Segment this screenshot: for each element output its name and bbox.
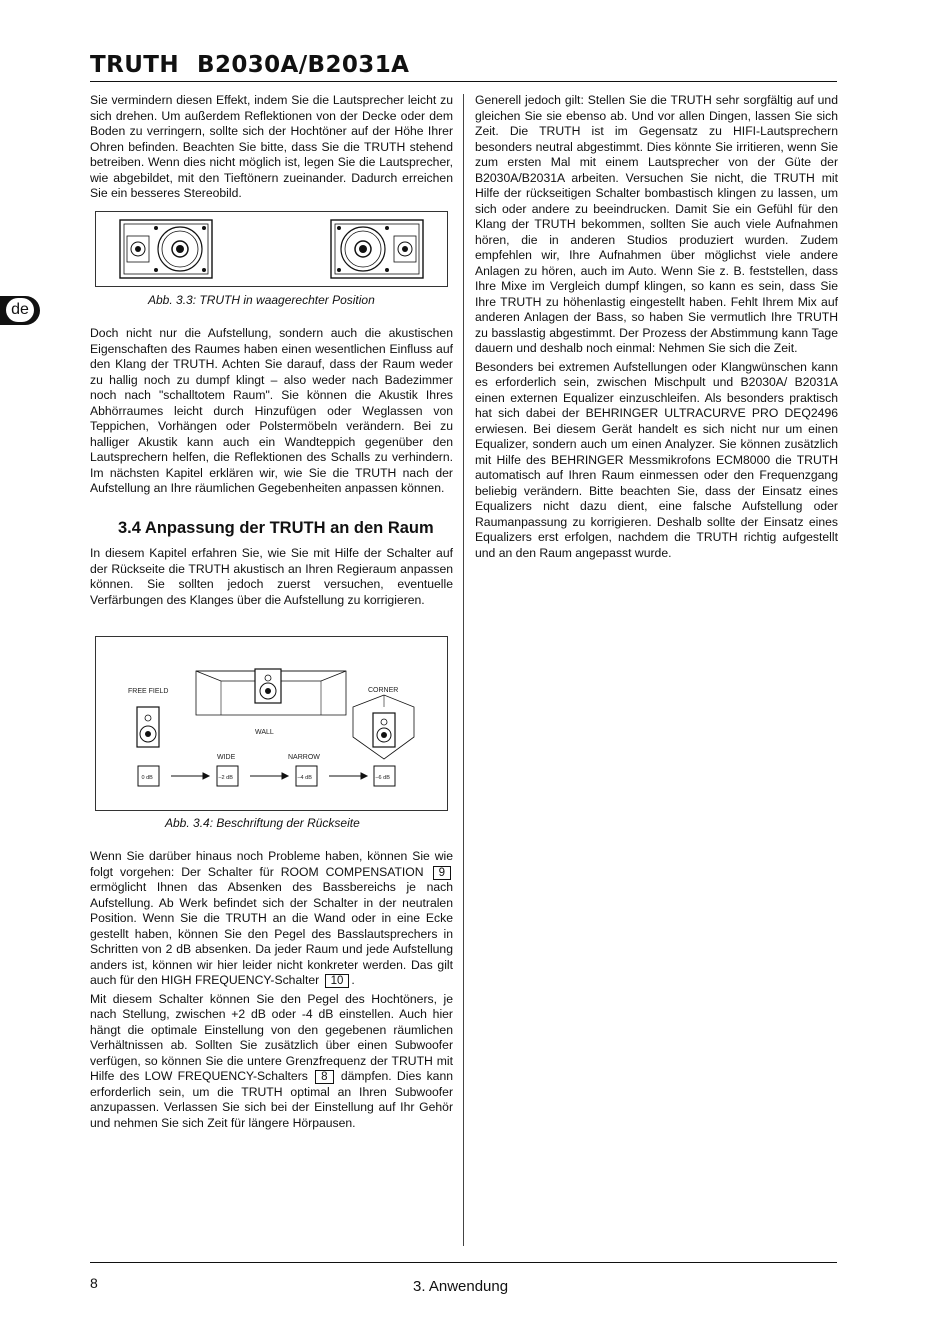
- step-box-0: [138, 766, 159, 786]
- paragraph-text-part: dämpfen. Dies kann erforderlich sein, um die TRUTH optimal an Ihren Subwoofer anzupassen. Verlassen Sie sich bei der Einstellung auf Ihr Gehör und nehmen Sie sich Zeit für längere Hörpausen.: [90, 1069, 454, 1130]
- figure-3-3: [95, 211, 448, 287]
- speaker-left-icon: [120, 220, 212, 278]
- step-label-3: –6 dB: [375, 775, 390, 781]
- ref-number-9: 9: [433, 866, 451, 880]
- step-box-3: [374, 766, 395, 786]
- figure-3-4-caption: Abb. 3.4: Beschriftung der Rückseite: [165, 816, 360, 830]
- room-compensation-diagram: [96, 637, 447, 810]
- paragraph-text: Doch nicht nur die Aufstellung, sondern auch die akustischen Eigenschaften des Raumes haben einen wesentlichen Einfluss auf den Klang der TRUTH. Achten Sie darauf, dass der Raum weder zu hallig noch zu dumpf klingt – also weder nach Badezimmer noch nach "schalltotem Raum". Sie können die Akustik Ihres Abhörraumes leicht durch Hinzufügen oder Weglassen von Teppichen, Vorhängen oder Polstermöbeln verändern. Bei zu halliger Akustik kann auch ein Wandteppich gegenüber den Lautsprechern helfen, die Reflektionen des Schalls zu verhindern. Im nächsten Kapitel erklären wir, wie Sie die TRUTH nach der Aufstellung an Ihre räumlichen Gegebenheiten anpassen können.: [90, 326, 453, 495]
- figure-3-3-caption: Abb. 3.3: TRUTH in waagerechter Position: [148, 293, 375, 307]
- free-field-speaker-icon: [137, 707, 159, 747]
- left-para-2: [90, 326, 453, 497]
- figure-3-4: [95, 636, 448, 811]
- footer-section-title: 3. Anwendung: [413, 1278, 509, 1295]
- wall-label: WALL: [255, 729, 274, 736]
- step-label-1: –2 dB: [218, 775, 233, 781]
- paragraph-text: [90, 992, 453, 1132]
- paragraph-text: Sie vermindern diesen Effekt, indem Sie die Lautsprecher leicht zu sich drehen. Um außerdem Reflektionen von der Decke oder dem Boden zu verringern, sollte sich der Hochtöner auf der Höhe Ihrer Ohren befinden. Beachten Sie bitte, dass Sie die TRUTH stehend betreiben. Wenn dies nicht möglich ist, legen Sie die Lautsprecher, wie abgebildet, mit den Tieftönern zueinander. Dadurch erreichen Sie ein besseres Stereobild.: [90, 93, 453, 200]
- language-label: de: [6, 298, 34, 322]
- step-label-2: –4 dB: [297, 775, 312, 781]
- arrow-icon: [171, 773, 367, 779]
- step-label-0: 0 dB: [141, 775, 153, 781]
- brand-name: TRUTH: [90, 52, 180, 78]
- section-heading: 3.4 Anpassung der TRUTH an den Raum: [118, 519, 434, 537]
- model-name: B2030A/B2031A: [197, 52, 410, 78]
- corner-speaker-icon: [373, 713, 395, 747]
- narrow-label: NARROW: [288, 754, 320, 761]
- paragraph-text: [90, 849, 453, 989]
- ref-number-8: 8: [315, 1070, 333, 1084]
- paragraph-text-part: Wenn Sie darüber hinaus noch Probleme haben, können Sie wie folgt vorgehen: Der Schalter für ROOM COMPENSATION: [90, 849, 453, 879]
- corner-label: CORNER: [368, 687, 399, 694]
- left-para-4: [90, 849, 453, 1131]
- wide-label: WIDE: [217, 754, 236, 761]
- left-para-1: [90, 93, 453, 202]
- left-para-3: [90, 546, 453, 608]
- speaker-right-icon: [331, 220, 423, 278]
- step-box-1: [217, 766, 238, 786]
- footer-rule: [90, 1262, 837, 1263]
- column-separator: [463, 94, 464, 1246]
- paragraph-text-part: .: [351, 973, 355, 987]
- paragraph-text: In diesem Kapitel erfahren Sie, wie Sie mit Hilfe der Schalter auf der Rückseite die TRUTH akustisch an Ihren Regieraum anpassen können. Sie sollten jedoch zuerst versuchen, eventuelle Verfärbungen des Klanges über die Aufstellung zu korrigieren.: [90, 546, 453, 607]
- paragraph-text-part: Mit diesem Schalter können Sie den Pegel des Hochtöners, je nach Stellung, zwischen +2 dB oder -4 dB einstellen. Auch hier hängt die optimale Einstellung von den gegebenen räumlichen Verhältnissen ab. Sollten Sie zusätzlich über einen Subwoofer verfügen, so können Sie die untere Grenzfrequenz der TRUTH mit Hilfe des LOW FREQUENCY-Schalters: [90, 991, 453, 1083]
- header-rule: [90, 81, 837, 82]
- page-number: 8: [90, 1275, 98, 1291]
- horizontal-speakers-illustration: [96, 212, 447, 286]
- right-column: [475, 93, 838, 561]
- paragraph-text: Besonders bei extremen Aufstellungen oder Klangwünschen kann es erforderlich sein, zwischen Mischpult und B2030A/ B2031A einen externen Equalizer einzuschleifen. Als besonders praktisch hat sich dabei der BEHRINGER ULTRACURVE PRO DEQ2496 erwiesen. Bei diesem Gerät handelt es sich nicht nur um einen Equalizer, sondern auch um einen Analyzer. Sie können zusätzlich mit Hilfe des BEHRINGER Messmikrofons ECM8000 die TRUTH automatisch auf Ihren Raum einmessen oder den Frequenzgang beliebig verändern. Bitte beachten Sie, dass der Einsatz eines Equalizers nicht dazu dient, eine falsche Aufstellung oder Raumanpassung zu korrigieren. Deshalb sollte der Einsatz eines Equalizers erst erfolgen, nachdem die TRUTH richtig aufgestellt und an den Raum angepasst wurde.: [475, 359, 838, 560]
- paragraph-text-part: ermöglicht Ihnen das Absenken des Bassbereichs je nach Aufstellung. Ab Werk befindet sich der Schalter in der neutralen Position. Wenn Sie die TRUTH an die Wand oder in eine Ecke gestellt haben, können Sie den Pegel des Basslautsprechers in Schritten von 2 dB absenken. Da jeder Raum und jede Aufstellung anders ist, können wir hier leider nicht konkreter werden. Das gilt auch für den HIGH FREQUENCY-Schalter: [90, 880, 453, 987]
- step-box-2: [296, 766, 317, 786]
- page-title: [90, 52, 409, 78]
- language-tab: [0, 296, 40, 325]
- paragraph-text: Generell jedoch gilt: Stellen Sie die TRUTH sehr sorgfältig auf und gleichen Sie sie ebenso ab. Und vor allen Dingen, lassen Sie sich Zeit. Die TRUTH ist im Gegensatz zu HIFI-Lautsprechern besonders neutral abgestimmt. Dies könnte Sie irritieren, wenn Sie zum ersten Mal mit einem Lautsprecher von der Güte der B2030A/B2031A arbeiten. Versuchen Sie nicht, die TRUTH mit Hilfe der rückseitigen Schalter bombastisch klingen zu lassen, um sich oder andere zu beeindrucken. Damit Sie ein Gefühl für den Klang der TRUTH bekommen, sollten Sie auch viele Aufnahmen hören, die in anderen Studios produziert wurden. Zudem empfehlen wir, Ihre Aufnahmen über möglichst viele andere Anlagen zu hören, auch im Auto. Wenn Sie z. B. feststellen, dass Ihre Mixe im Vergleich dumpf klingen, so kann es sein, dass Sie Ihre TRUTH zu höhenlastig eingestellt haben. Fehlt Ihrem Mix auf anderen Anlagen der Bass, so haben Sie vermutlich Ihre TRUTH zu basslastig abgestimmt. Der Prozess der Abstimmung kann Tage dauern und deshalb noch einmal: Nehmen Sie sich die Zeit.: [475, 93, 838, 355]
- wall-speaker-icon: [255, 669, 281, 703]
- free-field-label: FREE FIELD: [128, 688, 169, 695]
- ref-number-10: 10: [325, 974, 350, 988]
